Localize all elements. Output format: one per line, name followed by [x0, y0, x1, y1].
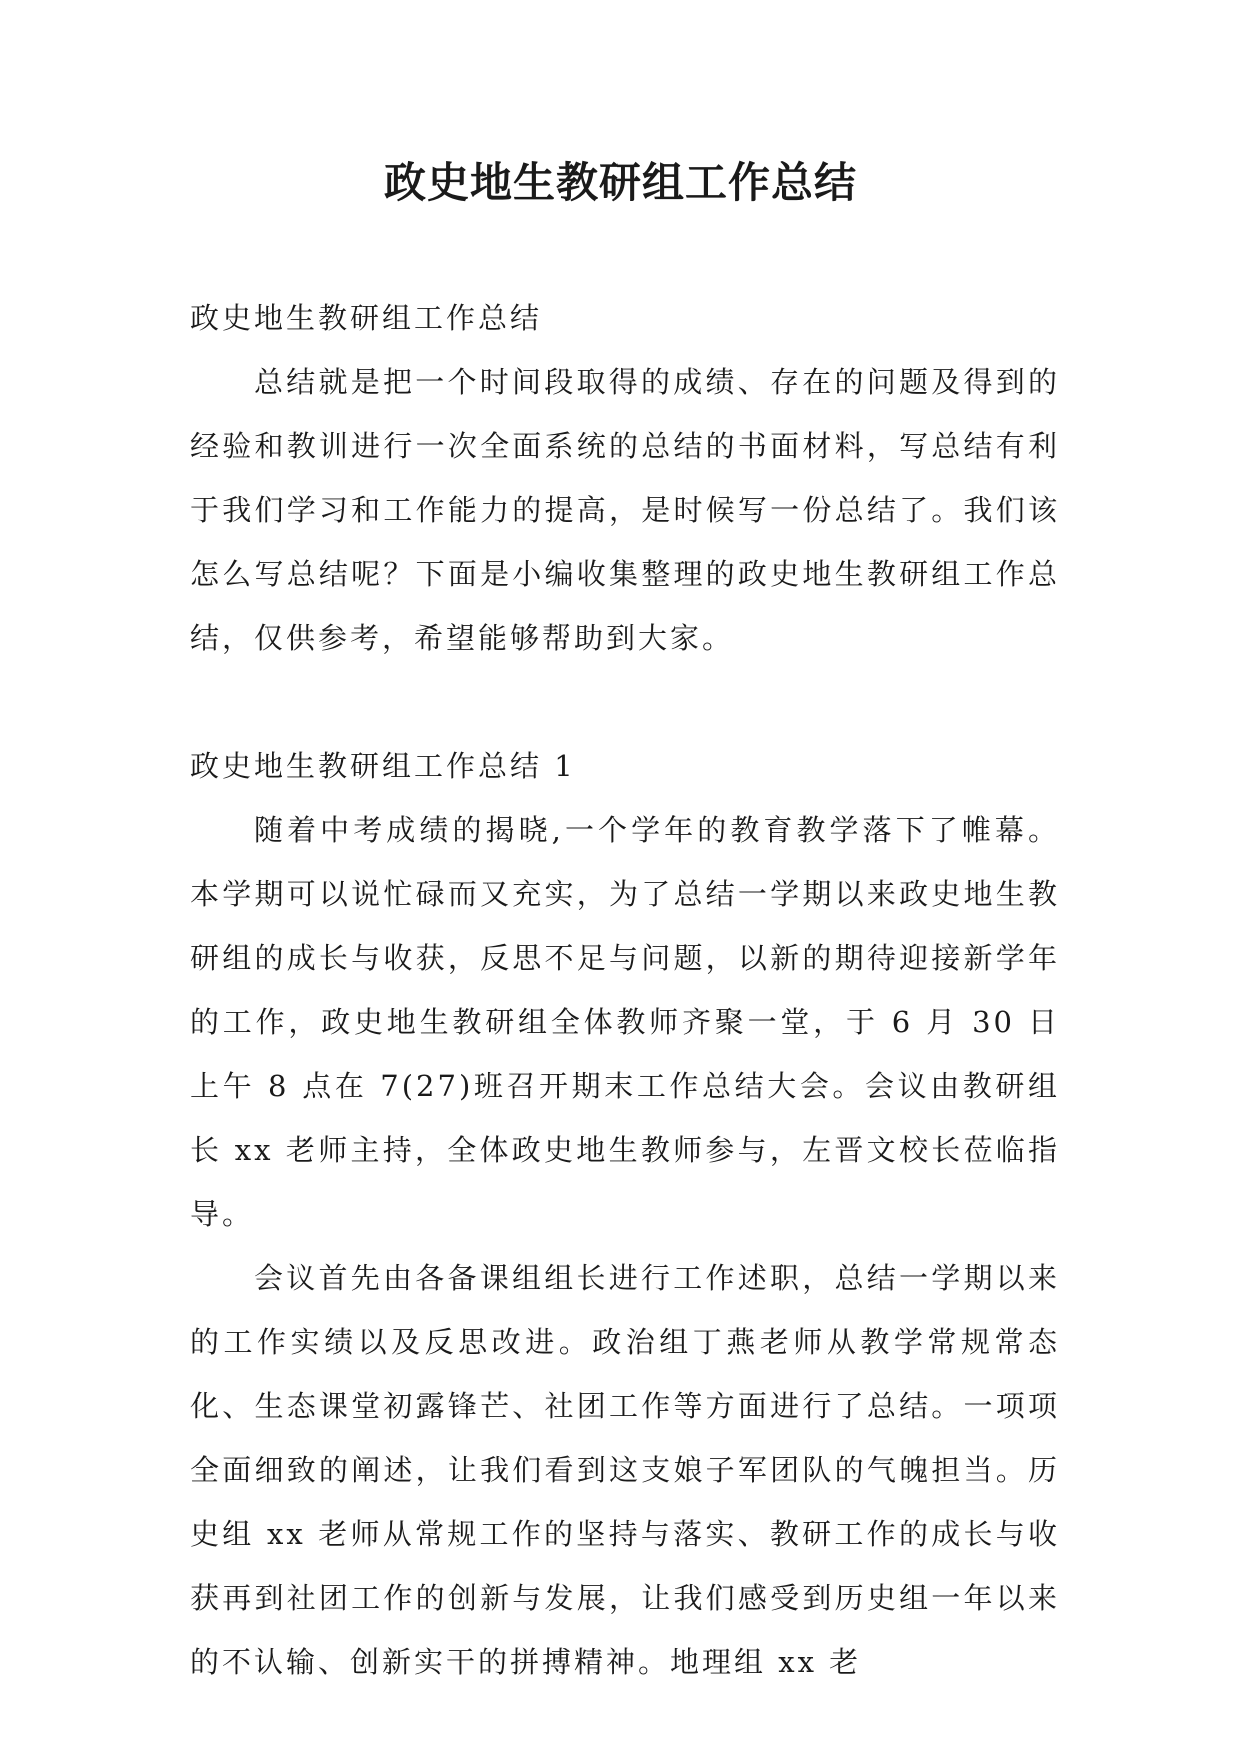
- section-1-heading: 政史地生教研组工作总结 1: [190, 749, 576, 783]
- section-spacer: [190, 670, 1060, 734]
- section-1-paragraph-1: 随着中考成绩的揭晓,一个学年的教育教学落下了帷幕。本学期可以说忙碌而又充实，为了总结一学期以来政史地生教研组的成长与收获，反思不足与问题，以新的期待迎接新学年的工作，政史地生教研组全体教师齐聚一堂，于 6 月 30 日上午 8 点在 7(27)班召开期末工作总结大会。会议由教研组长 xx 老师主持，全体政史地生教师参与，左晋文校长莅临指导。: [190, 813, 1060, 1231]
- section-1-paragraph-2: 会议首先由各备课组组长进行工作述职，总结一学期以来的工作实绩以及反思改进。政治组丁燕老师从教学常规常态化、生态课堂初露锋芒、社团工作等方面进行了总结。一项项全面细致的阐述，让我们看到这支娘子军团队的气魄担当。历史组 xx 老师从常规工作的坚持与落实、教研工作的成长与收获再到社团工作的创新与发展，让我们感受到历史组一年以来的不认输、创新实干的拼搏精神。地理组 xx 老: [190, 1261, 1060, 1679]
- intro-paragraph: 总结就是把一个时间段取得的成绩、存在的问题及得到的经验和教训进行一次全面系统的总结的书面材料，写总结有利于我们学习和工作能力的提高，是时候写一份总结了。我们该怎么写总结呢？下面是小编收集整理的政史地生教研组工作总结，仅供参考，希望能够帮助到大家。: [190, 365, 1060, 655]
- document-title: 政史地生教研组工作总结: [383, 158, 857, 207]
- document-body: [190, 286, 1060, 1694]
- intro-heading: 政史地生教研组工作总结: [190, 301, 543, 335]
